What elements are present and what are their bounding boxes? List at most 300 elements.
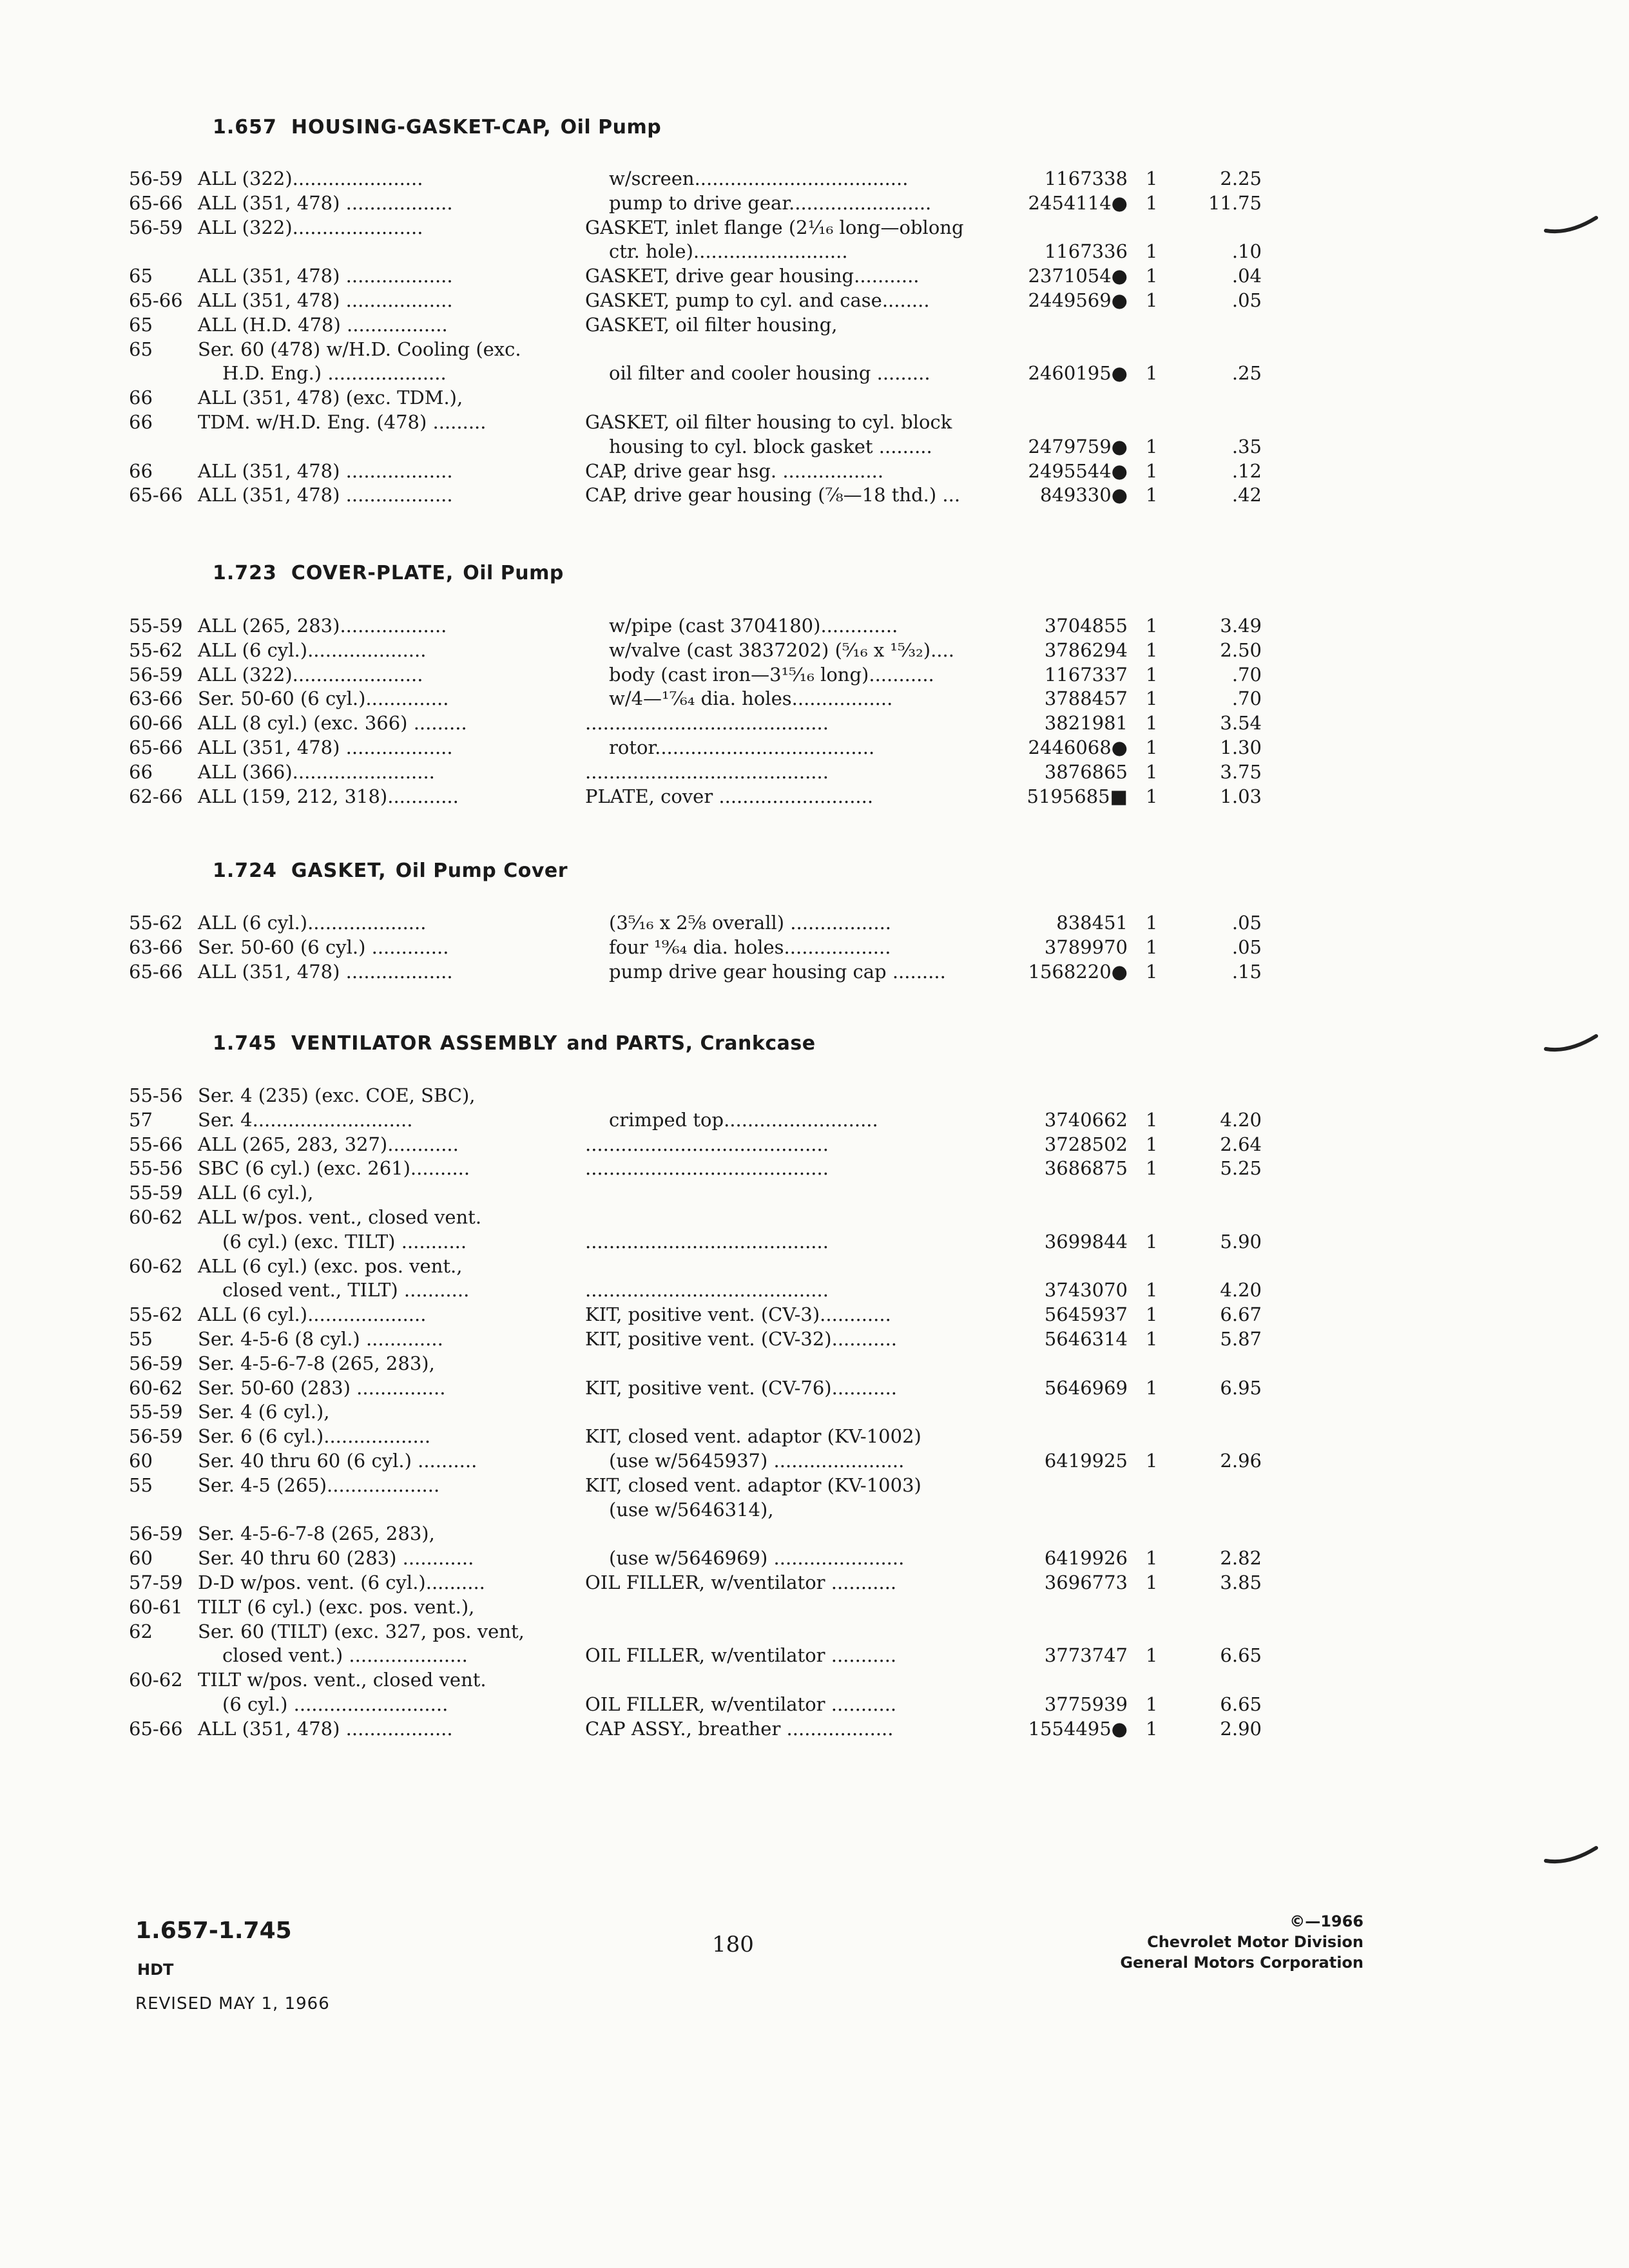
part-number-cell: 5645937	[1044, 1303, 1128, 1326]
part-number-cell: 3728502	[1044, 1133, 1128, 1155]
table-row	[0, 191, 1629, 215]
application-cell: closed vent., TILT) ...........	[222, 1279, 470, 1302]
application-cell: ALL (322)......................	[198, 216, 423, 238]
description-cell: .........................................	[585, 1230, 829, 1253]
application-cell: ALL (351, 478) ..................	[198, 960, 453, 983]
section-title: GASKET,	[291, 860, 387, 882]
table-row	[0, 959, 1629, 984]
year-cell: 57	[129, 1108, 153, 1131]
table-row	[0, 1132, 1629, 1157]
section-number: 1.745	[213, 1032, 277, 1055]
part-number-cell: 3740662	[1044, 1108, 1128, 1131]
description-cell: GASKET, pump to cyl. and case........	[585, 289, 930, 311]
description-cell: OIL FILLER, w/ventilator ...........	[585, 1644, 897, 1667]
part-number-cell: 849330●	[1039, 484, 1128, 506]
application-cell: Ser. 50-60 (6 cyl.)..............	[198, 687, 449, 710]
year-cell: 66	[129, 411, 153, 433]
quantity-cell: 1	[1146, 265, 1158, 287]
application-cell: Ser. 40 thru 60 (6 cyl.) ..........	[198, 1450, 477, 1472]
description-cell: (use w/5646314),	[609, 1498, 774, 1521]
year-cell: 55-56	[129, 1157, 183, 1180]
application-cell: ALL (6 cyl.)....................	[198, 639, 427, 661]
table-row	[0, 1278, 1629, 1302]
application-cell: Ser. 60 (TILT) (exc. 327, pos. vent,	[198, 1620, 525, 1642]
part-number-cell: 5195685■	[1027, 785, 1128, 807]
quantity-cell: 1	[1146, 1303, 1158, 1326]
footer-corporation: General Motors Corporation	[1120, 1954, 1364, 1972]
table-row	[0, 1254, 1629, 1278]
application-cell: ALL (8 cyl.) (exc. 366) .........	[198, 712, 467, 735]
table-row	[0, 1205, 1629, 1229]
price-cell: .05	[1231, 289, 1262, 311]
description-cell: oil filter and cooler housing .........	[609, 362, 930, 385]
description-cell: crimped top..........................	[609, 1108, 878, 1131]
price-cell: .70	[1231, 687, 1262, 710]
table-row	[0, 1595, 1629, 1619]
table-row	[0, 483, 1629, 507]
application-cell: Ser. 50-60 (6 cyl.) .............	[198, 936, 449, 958]
section-number: 1.723	[213, 562, 277, 584]
price-cell: 6.95	[1220, 1376, 1262, 1399]
quantity-cell: 1	[1146, 1230, 1158, 1253]
year-cell: 55-59	[129, 1182, 183, 1204]
table-row	[0, 385, 1629, 410]
year-cell: 60	[129, 1450, 153, 1472]
price-cell: 2.82	[1220, 1547, 1262, 1570]
table-row	[0, 1692, 1629, 1716]
application-cell: Ser. 4-5-6 (8 cyl.) .............	[198, 1328, 443, 1350]
table-row	[0, 312, 1629, 337]
year-cell: 65	[129, 313, 153, 336]
quantity-cell: 1	[1146, 712, 1158, 735]
part-number-cell: 3786294	[1044, 639, 1128, 661]
part-number-cell: 3789970	[1044, 936, 1128, 958]
year-cell: 56-59	[129, 1425, 183, 1448]
application-cell: ALL (366)........................	[198, 760, 435, 783]
table-row	[0, 711, 1629, 735]
description-cell: CAP, drive gear housing (⅞—18 thd.) ...	[585, 484, 961, 506]
application-cell: ALL (265, 283, 327)............	[198, 1133, 459, 1155]
part-number-cell: 1568220●	[1028, 960, 1128, 983]
year-cell: 55-62	[129, 1303, 183, 1326]
application-cell: (6 cyl.) (exc. TILT) ...........	[222, 1230, 467, 1253]
table-row	[0, 1399, 1629, 1424]
description-cell: w/screen....................................	[609, 168, 909, 189]
price-cell: .05	[1231, 936, 1262, 958]
year-cell: 65-66	[129, 191, 183, 214]
description-cell: four ¹⁹⁄₆₄ dia. holes..................	[609, 936, 891, 958]
year-cell: 56-59	[129, 1352, 183, 1374]
application-cell: ALL (322)......................	[198, 168, 423, 189]
section-number: 1.657	[213, 116, 277, 139]
quantity-cell: 1	[1146, 1376, 1158, 1399]
quantity-cell: 1	[1146, 960, 1158, 983]
description-cell: .........................................	[585, 1279, 829, 1302]
section-title: VENTILATOR ASSEMBLY	[291, 1032, 558, 1055]
quantity-cell: 1	[1146, 362, 1158, 385]
price-cell: 1.30	[1220, 736, 1262, 758]
description-cell: KIT, positive vent. (CV-32)...........	[585, 1328, 898, 1350]
table-row	[0, 1570, 1629, 1595]
part-number-cell: 5646969	[1044, 1376, 1128, 1399]
description-cell: housing to cyl. block gasket .........	[609, 435, 932, 457]
table-row	[0, 1351, 1629, 1376]
description-cell: PLATE, cover ..........................	[585, 785, 874, 807]
description-cell: KIT, closed vent. adaptor (KV-1002)	[585, 1425, 921, 1448]
price-cell: .04	[1231, 265, 1262, 287]
price-cell: 2.25	[1220, 168, 1262, 189]
year-cell: 60-62	[129, 1376, 183, 1399]
quantity-cell: 1	[1146, 687, 1158, 710]
part-number-cell: 2446068●	[1028, 736, 1128, 758]
quantity-cell: 1	[1146, 289, 1158, 311]
part-number-cell: 3704855	[1044, 615, 1128, 637]
quantity-cell: 1	[1146, 1328, 1158, 1350]
table-row	[0, 784, 1629, 809]
description-cell: w/pipe (cast 3704180).............	[609, 615, 898, 637]
quantity-cell: 1	[1146, 736, 1158, 758]
quantity-cell: 1	[1146, 912, 1158, 934]
check-mark-icon	[1543, 213, 1601, 245]
table-row	[0, 662, 1629, 687]
page-number: 180	[712, 1932, 754, 1957]
quantity-cell: 1	[1146, 1693, 1158, 1715]
part-number-cell: 1167336	[1044, 240, 1128, 263]
quantity-cell: 1	[1146, 191, 1158, 214]
price-cell: 2.90	[1220, 1717, 1262, 1740]
price-cell: 2.50	[1220, 639, 1262, 661]
description-cell: body (cast iron—3¹⁵⁄₁₆ long)...........	[609, 663, 934, 686]
description-cell: pump drive gear housing cap .........	[609, 960, 946, 983]
application-cell: ALL (351, 478) ..................	[198, 1717, 453, 1740]
section-subtitle: and PARTS, Crankcase	[566, 1032, 816, 1055]
application-cell: ALL (H.D. 478) .................	[198, 313, 448, 336]
year-cell: 65-66	[129, 736, 183, 758]
part-number-cell: 3699844	[1044, 1230, 1128, 1253]
year-cell: 65-66	[129, 1717, 183, 1740]
section-heading	[213, 116, 661, 139]
year-cell: 65	[129, 338, 153, 360]
description-cell: GASKET, inlet flange (2⅟₁₆ long—oblong	[585, 216, 964, 238]
application-cell: ALL (351, 478) ..................	[198, 289, 453, 311]
footer-division: Chevrolet Motor Division	[1147, 1933, 1364, 1951]
price-cell: 5.87	[1220, 1328, 1262, 1350]
quantity-cell: 1	[1146, 484, 1158, 506]
quantity-cell: 1	[1146, 1450, 1158, 1472]
quantity-cell: 1	[1146, 760, 1158, 783]
part-number-cell: 2449569●	[1028, 289, 1128, 311]
application-cell: TILT w/pos. vent., closed vent.	[198, 1669, 487, 1691]
description-cell: .........................................	[585, 712, 829, 735]
table-row	[0, 1643, 1629, 1667]
quantity-cell: 1	[1146, 663, 1158, 686]
footer-revised-date: REVISED MAY 1, 1966	[135, 1994, 330, 2013]
year-cell: 65-66	[129, 484, 183, 506]
year-cell: 66	[129, 760, 153, 783]
description-cell: KIT, positive vent. (CV-76)...........	[585, 1376, 898, 1399]
price-cell: .10	[1231, 240, 1262, 263]
description-cell: OIL FILLER, w/ventilator ...........	[585, 1571, 897, 1593]
year-cell: 65	[129, 265, 153, 287]
description-cell: w/valve (cast 3837202) (⁵⁄₁₆ x ¹⁵⁄₃₂)....	[609, 639, 954, 661]
table-row	[0, 1424, 1629, 1448]
check-mark-icon	[1543, 1843, 1601, 1875]
application-cell: H.D. Eng.) ....................	[222, 362, 447, 385]
section-subtitle: Oil Pump Cover	[395, 860, 568, 882]
table-row	[0, 1473, 1629, 1497]
application-cell: ALL (6 cyl.)....................	[198, 1303, 427, 1326]
application-cell: ALL (351, 478) ..................	[198, 265, 453, 287]
price-cell: 5.25	[1220, 1157, 1262, 1180]
table-row	[0, 735, 1629, 760]
price-cell: 1.03	[1220, 785, 1262, 807]
year-cell: 60-66	[129, 712, 183, 735]
table-row	[0, 1521, 1629, 1546]
application-cell: (6 cyl.) ..........................	[222, 1693, 448, 1715]
table-row	[0, 459, 1629, 483]
application-cell: D-D w/pos. vent. (6 cyl.)..........	[198, 1571, 485, 1593]
application-cell: ALL (351, 478) ..................	[198, 484, 453, 506]
price-cell: .25	[1231, 362, 1262, 385]
part-number-cell: 3775939	[1044, 1693, 1128, 1715]
description-cell: GASKET, oil filter housing to cyl. block	[585, 411, 952, 433]
footer-section-range: 1.657-1.745	[135, 1917, 292, 1944]
year-cell: 55-56	[129, 1084, 183, 1106]
application-cell: ALL (322)......................	[198, 663, 423, 686]
quantity-cell: 1	[1146, 168, 1158, 189]
description-cell: (3⁵⁄₁₆ x 2⅝ overall) .................	[609, 912, 892, 934]
application-cell: Ser. 60 (478) w/H.D. Cooling (exc.	[198, 338, 521, 360]
year-cell: 56-59	[129, 168, 183, 189]
price-cell: .12	[1231, 459, 1262, 482]
quantity-cell: 1	[1146, 1108, 1158, 1131]
application-cell: SBC (6 cyl.) (exc. 261)..........	[198, 1157, 470, 1180]
description-cell: OIL FILLER, w/ventilator ...........	[585, 1693, 897, 1715]
year-cell: 56-59	[129, 216, 183, 238]
quantity-cell: 1	[1146, 615, 1158, 637]
check-mark-icon	[1543, 1031, 1601, 1063]
part-number-cell: 3743070	[1044, 1279, 1128, 1302]
table-row	[0, 935, 1629, 959]
part-number-cell: 2371054●	[1028, 265, 1128, 287]
table-row	[0, 337, 1629, 361]
year-cell: 60-61	[129, 1595, 183, 1618]
year-cell: 65-66	[129, 289, 183, 311]
application-cell: ALL (351, 478) ..................	[198, 736, 453, 758]
table-row	[0, 1180, 1629, 1205]
year-cell: 55-59	[129, 1401, 183, 1423]
description-cell: .........................................	[585, 1133, 829, 1155]
part-number-cell: 2495544●	[1028, 459, 1128, 482]
year-cell: 56-59	[129, 1523, 183, 1545]
table-row	[0, 1083, 1629, 1108]
description-cell: w/4—¹⁷⁄₆₄ dia. holes.................	[609, 687, 893, 710]
price-cell: 11.75	[1208, 191, 1262, 214]
table-row	[0, 239, 1629, 264]
application-cell: Ser. 4...........................	[198, 1108, 413, 1131]
part-number-cell: 2460195●	[1028, 362, 1128, 385]
quantity-cell: 1	[1146, 459, 1158, 482]
quantity-cell: 1	[1146, 1133, 1158, 1155]
year-cell: 56-59	[129, 663, 183, 686]
quantity-cell: 1	[1146, 936, 1158, 958]
price-cell: .05	[1231, 912, 1262, 934]
part-number-cell: 5646314	[1044, 1328, 1128, 1350]
table-row	[0, 434, 1629, 459]
description-cell: (use w/5645937) ......................	[609, 1450, 905, 1472]
description-cell: GASKET, oil filter housing,	[585, 313, 838, 336]
application-cell: ALL (351, 478) ..................	[198, 191, 453, 214]
price-cell: 3.75	[1220, 760, 1262, 783]
price-cell: 3.85	[1220, 1571, 1262, 1593]
application-cell: Ser. 50-60 (283) ...............	[198, 1376, 446, 1399]
price-cell: 4.20	[1220, 1279, 1262, 1302]
table-row	[0, 264, 1629, 288]
table-row	[0, 1108, 1629, 1132]
application-cell: ALL (159, 212, 318)............	[198, 785, 459, 807]
quantity-cell: 1	[1146, 785, 1158, 807]
year-cell: 60	[129, 1547, 153, 1570]
table-row	[0, 1667, 1629, 1692]
table-row	[0, 910, 1629, 935]
year-cell: 55-62	[129, 912, 183, 934]
table-row	[0, 686, 1629, 711]
table-row	[0, 1546, 1629, 1570]
application-cell: Ser. 4-5 (265)...................	[198, 1474, 440, 1496]
year-cell: 55-59	[129, 615, 183, 637]
table-row	[0, 1376, 1629, 1400]
part-number-cell: 1167338	[1044, 168, 1128, 189]
price-cell: 5.90	[1220, 1230, 1262, 1253]
table-row	[0, 613, 1629, 638]
quantity-cell: 1	[1146, 1547, 1158, 1570]
price-cell: 6.67	[1220, 1303, 1262, 1326]
application-cell: ALL (6 cyl.)....................	[198, 912, 427, 934]
table-row	[0, 288, 1629, 312]
application-cell: ALL (265, 283)..................	[198, 615, 447, 637]
part-number-cell: 838451	[1056, 912, 1128, 934]
section-title: HOUSING-GASKET-CAP,	[291, 116, 552, 139]
application-cell: closed vent.) ....................	[222, 1644, 468, 1667]
section-subtitle: Oil Pump	[463, 562, 564, 584]
price-cell: 6.65	[1220, 1693, 1262, 1715]
part-number-cell: 3821981	[1044, 712, 1128, 735]
application-cell: Ser. 4-5-6-7-8 (265, 283),	[198, 1523, 435, 1545]
year-cell: 60-62	[129, 1669, 183, 1691]
application-cell: Ser. 4 (6 cyl.),	[198, 1401, 330, 1423]
table-row	[0, 1716, 1629, 1741]
description-cell: pump to drive gear........................	[609, 191, 932, 214]
part-number-cell: 6419926	[1044, 1547, 1128, 1570]
table-row	[0, 166, 1629, 191]
table-row	[0, 1327, 1629, 1351]
year-cell: 55	[129, 1474, 153, 1496]
description-cell: KIT, closed vent. adaptor (KV-1003)	[585, 1474, 921, 1496]
table-row	[0, 361, 1629, 385]
year-cell: 65-66	[129, 960, 183, 983]
table-row	[0, 638, 1629, 662]
price-cell: 6.65	[1220, 1644, 1262, 1667]
price-cell: 2.64	[1220, 1133, 1262, 1155]
application-cell: Ser. 40 thru 60 (283) ............	[198, 1547, 474, 1570]
part-number-cell: 3788457	[1044, 687, 1128, 710]
table-row	[0, 1497, 1629, 1522]
application-cell: Ser. 6 (6 cyl.)..................	[198, 1425, 431, 1448]
application-cell: TDM. w/H.D. Eng. (478) .........	[198, 411, 487, 433]
quantity-cell: 1	[1146, 639, 1158, 661]
price-cell: .15	[1231, 960, 1262, 983]
year-cell: 57-59	[129, 1571, 183, 1593]
application-cell: ALL (351, 478) ..................	[198, 459, 453, 482]
year-cell: 55	[129, 1328, 153, 1350]
footer-code: HDT	[137, 1961, 174, 1979]
section-number: 1.724	[213, 860, 277, 882]
application-cell: ALL (6 cyl.),	[198, 1182, 314, 1204]
quantity-cell: 1	[1146, 1157, 1158, 1180]
table-row	[0, 1448, 1629, 1473]
description-cell: .........................................	[585, 1157, 829, 1180]
application-cell: ALL (6 cyl.) (exc. pos. vent.,	[198, 1254, 463, 1277]
table-row	[0, 1156, 1629, 1180]
year-cell: 60-62	[129, 1254, 183, 1277]
footer-copyright: ©—1966	[1289, 1912, 1364, 1930]
year-cell: 55-66	[129, 1133, 183, 1155]
part-number-cell: 1554495●	[1028, 1717, 1128, 1740]
application-cell: Ser. 4 (235) (exc. COE, SBC),	[198, 1084, 476, 1106]
section-heading	[213, 1032, 816, 1055]
part-number-cell: 1167337	[1044, 663, 1128, 686]
section-heading	[213, 860, 568, 882]
part-number-cell: 6419925	[1044, 1450, 1128, 1472]
quantity-cell: 1	[1146, 240, 1158, 263]
quantity-cell: 1	[1146, 1644, 1158, 1667]
price-cell: .35	[1231, 435, 1262, 457]
year-cell: 60-62	[129, 1206, 183, 1228]
table-row	[0, 760, 1629, 784]
year-cell: 66	[129, 387, 153, 409]
price-cell: 4.20	[1220, 1108, 1262, 1131]
price-cell: 3.49	[1220, 615, 1262, 637]
part-number-cell: 3876865	[1044, 760, 1128, 783]
section-title: COVER-PLATE,	[291, 562, 454, 584]
application-cell: ALL w/pos. vent., closed vent.	[198, 1206, 482, 1228]
quantity-cell: 1	[1146, 1571, 1158, 1593]
part-number-cell: 2479759●	[1028, 435, 1128, 457]
table-row	[0, 410, 1629, 434]
application-cell: Ser. 4-5-6-7-8 (265, 283),	[198, 1352, 435, 1374]
price-cell: 2.96	[1220, 1450, 1262, 1472]
quantity-cell: 1	[1146, 435, 1158, 457]
price-cell: .42	[1231, 484, 1262, 506]
year-cell: 55-62	[129, 639, 183, 661]
description-cell: .........................................	[585, 760, 829, 783]
application-cell: ALL (351, 478) (exc. TDM.),	[198, 387, 463, 409]
part-number-cell: 2454114●	[1028, 191, 1128, 214]
description-cell: KIT, positive vent. (CV-3)............	[585, 1303, 891, 1326]
part-number-cell: 3773747	[1044, 1644, 1128, 1667]
quantity-cell: 1	[1146, 1279, 1158, 1302]
table-row	[0, 1302, 1629, 1327]
year-cell: 63-66	[129, 687, 183, 710]
table-row	[0, 1619, 1629, 1644]
description-cell: (use w/5646969) ......................	[609, 1547, 905, 1570]
section-heading	[213, 562, 564, 584]
description-cell: rotor.....................................	[609, 736, 875, 758]
description-cell: ctr. hole)..........................	[609, 240, 848, 263]
description-cell: GASKET, drive gear housing...........	[585, 265, 920, 287]
description-cell: CAP ASSY., breather ..................	[585, 1717, 894, 1740]
quantity-cell: 1	[1146, 1717, 1158, 1740]
